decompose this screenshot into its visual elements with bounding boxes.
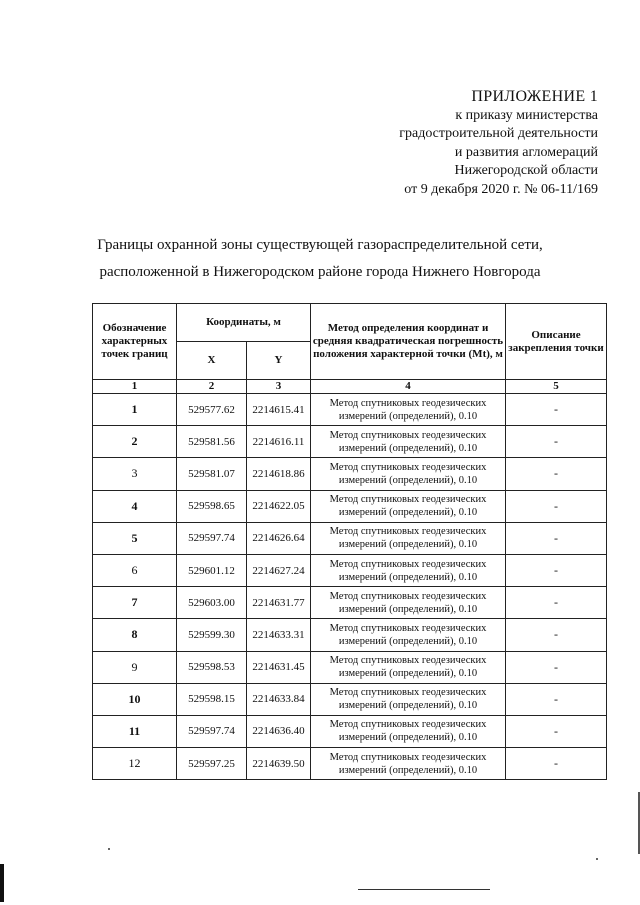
document-title: [0, 232, 640, 286]
method-line-2: измерений (определений), 0.10: [338, 700, 478, 712]
table-row: [93, 394, 607, 426]
table-row: [93, 715, 607, 747]
method-cell: [311, 651, 506, 683]
column-number: 1: [93, 380, 177, 394]
description-cell: -: [506, 554, 607, 586]
appendix-header: [399, 88, 598, 199]
method-cell: [311, 587, 506, 619]
point-id: 6: [93, 554, 177, 586]
coord-x: 529597.74: [177, 715, 247, 747]
method-line-1: Метод спутниковых геодезических: [329, 590, 487, 602]
header-description: Описание закрепления точки: [506, 304, 607, 380]
coord-y: 2214626.64: [247, 522, 311, 554]
coord-y: 2214639.50: [247, 748, 311, 780]
method-cell: [311, 522, 506, 554]
scan-edge-mark: [0, 864, 4, 902]
method-line-2: измерений (определений), 0.10: [338, 571, 478, 583]
coord-x: 529597.25: [177, 748, 247, 780]
method-line-2: измерений (определений), 0.10: [338, 539, 478, 551]
method-line-1: Метод спутниковых геодезических: [329, 687, 487, 699]
point-id: 9: [93, 651, 177, 683]
method-cell: [311, 554, 506, 586]
method-line-1: Метод спутниковых геодезических: [329, 719, 487, 731]
method-line-2: измерений (определений), 0.10: [338, 474, 478, 486]
column-number: 5: [506, 380, 607, 394]
header-method: Метод определения координат и средняя квадратическая погрешность положения характерной точки (Mt), м: [311, 304, 506, 380]
appendix-line: градостроительной деятельности: [399, 126, 598, 141]
table-row: [93, 490, 607, 522]
document-title-line-1: Границы охранной зоны существующей газораспределительной сети,: [97, 237, 543, 253]
method-cell: [311, 426, 506, 458]
table-row: [93, 651, 607, 683]
method-line-1: Метод спутниковых геодезических: [329, 397, 487, 409]
method-line-1: Метод спутниковых геодезических: [329, 461, 487, 473]
header-y: Y: [247, 342, 311, 380]
coord-x: 529581.56: [177, 426, 247, 458]
header-coordinates: Координаты, м: [177, 304, 311, 342]
table-row: [93, 683, 607, 715]
method-line-1: Метод спутниковых геодезических: [329, 558, 487, 570]
method-line-1: Метод спутниковых геодезических: [329, 751, 487, 763]
scan-speck: [596, 858, 598, 860]
coord-y: 2214631.45: [247, 651, 311, 683]
table-row: [93, 587, 607, 619]
point-id: 3: [93, 458, 177, 490]
method-cell: [311, 619, 506, 651]
coord-x: 529599.30: [177, 619, 247, 651]
appendix-line: и развития агломераций: [454, 144, 598, 160]
coord-x: 529601.12: [177, 554, 247, 586]
point-id: 7: [93, 587, 177, 619]
method-line-2: измерений (определений), 0.10: [338, 410, 478, 422]
method-line-2: измерений (определений), 0.10: [338, 442, 478, 454]
method-line-1: Метод спутниковых геодезических: [329, 526, 487, 538]
coord-y: 2214616.11: [247, 426, 311, 458]
method-line-1: Метод спутниковых геодезических: [329, 622, 487, 634]
column-number: 4: [311, 380, 506, 394]
description-cell: -: [506, 394, 607, 426]
method-line-1: Метод спутниковых геодезических: [329, 655, 487, 667]
description-cell: -: [506, 619, 607, 651]
table-row: [93, 748, 607, 780]
table-row: [93, 619, 607, 651]
method-line-1: Метод спутниковых геодезических: [329, 429, 487, 441]
method-cell: [311, 490, 506, 522]
point-id: 4: [93, 490, 177, 522]
method-line-1: Метод спутниковых геодезических: [329, 494, 487, 506]
coord-x: 529581.07: [177, 458, 247, 490]
description-cell: -: [506, 715, 607, 747]
appendix-line: Нижегородской области: [454, 163, 598, 178]
description-cell: -: [506, 426, 607, 458]
method-cell: [311, 683, 506, 715]
description-cell: -: [506, 748, 607, 780]
appendix-title: ПРИЛОЖЕНИЕ 1: [471, 88, 598, 105]
point-id: 1: [93, 394, 177, 426]
appendix-line: к приказу министерства: [455, 107, 598, 123]
table-row: [93, 554, 607, 586]
column-number: 2: [177, 380, 247, 394]
description-cell: -: [506, 587, 607, 619]
method-line-2: измерений (определений), 0.10: [338, 603, 478, 615]
coord-y: 2214631.77: [247, 587, 311, 619]
coord-x: 529598.53: [177, 651, 247, 683]
description-cell: -: [506, 490, 607, 522]
point-id: 10: [93, 683, 177, 715]
header-designation: Обозначение характерных точек границ: [93, 304, 177, 380]
table-row: [93, 426, 607, 458]
coord-x: 529603.00: [177, 587, 247, 619]
signature-line: [358, 889, 490, 890]
coord-x: 529598.65: [177, 490, 247, 522]
coord-y: 2214636.40: [247, 715, 311, 747]
boundary-points-table: [92, 303, 607, 780]
method-line-2: измерений (определений), 0.10: [338, 764, 478, 776]
point-id: 8: [93, 619, 177, 651]
table-row: [93, 522, 607, 554]
method-line-2: измерений (определений), 0.10: [338, 732, 478, 744]
coord-y: 2214627.24: [247, 554, 311, 586]
coord-y: 2214633.84: [247, 683, 311, 715]
description-cell: -: [506, 651, 607, 683]
description-cell: -: [506, 458, 607, 490]
point-id: 5: [93, 522, 177, 554]
document-title-line-2: расположенной в Нижегородском районе города Нижнего Новгорода: [99, 264, 541, 280]
description-cell: -: [506, 683, 607, 715]
coord-y: 2214633.31: [247, 619, 311, 651]
header-x: X: [177, 342, 247, 380]
coord-y: 2214618.86: [247, 458, 311, 490]
method-cell: [311, 748, 506, 780]
point-id: 11: [93, 715, 177, 747]
appendix-order-date: от 9 декабря 2020 г. № 06-11/169: [404, 181, 598, 197]
method-line-2: измерений (определений), 0.10: [338, 668, 478, 680]
coord-y: 2214615.41: [247, 394, 311, 426]
method-line-2: измерений (определений), 0.10: [338, 635, 478, 647]
point-id: 2: [93, 426, 177, 458]
description-cell: -: [506, 522, 607, 554]
point-id: 12: [93, 748, 177, 780]
coord-x: 529597.74: [177, 522, 247, 554]
table-row: [93, 458, 607, 490]
coord-y: 2214622.05: [247, 490, 311, 522]
coord-x: 529598.15: [177, 683, 247, 715]
method-cell: [311, 458, 506, 490]
scan-speck: [108, 848, 110, 850]
method-line-2: измерений (определений), 0.10: [338, 507, 478, 519]
method-cell: [311, 394, 506, 426]
coord-x: 529577.62: [177, 394, 247, 426]
column-number: 3: [247, 380, 311, 394]
method-cell: [311, 715, 506, 747]
